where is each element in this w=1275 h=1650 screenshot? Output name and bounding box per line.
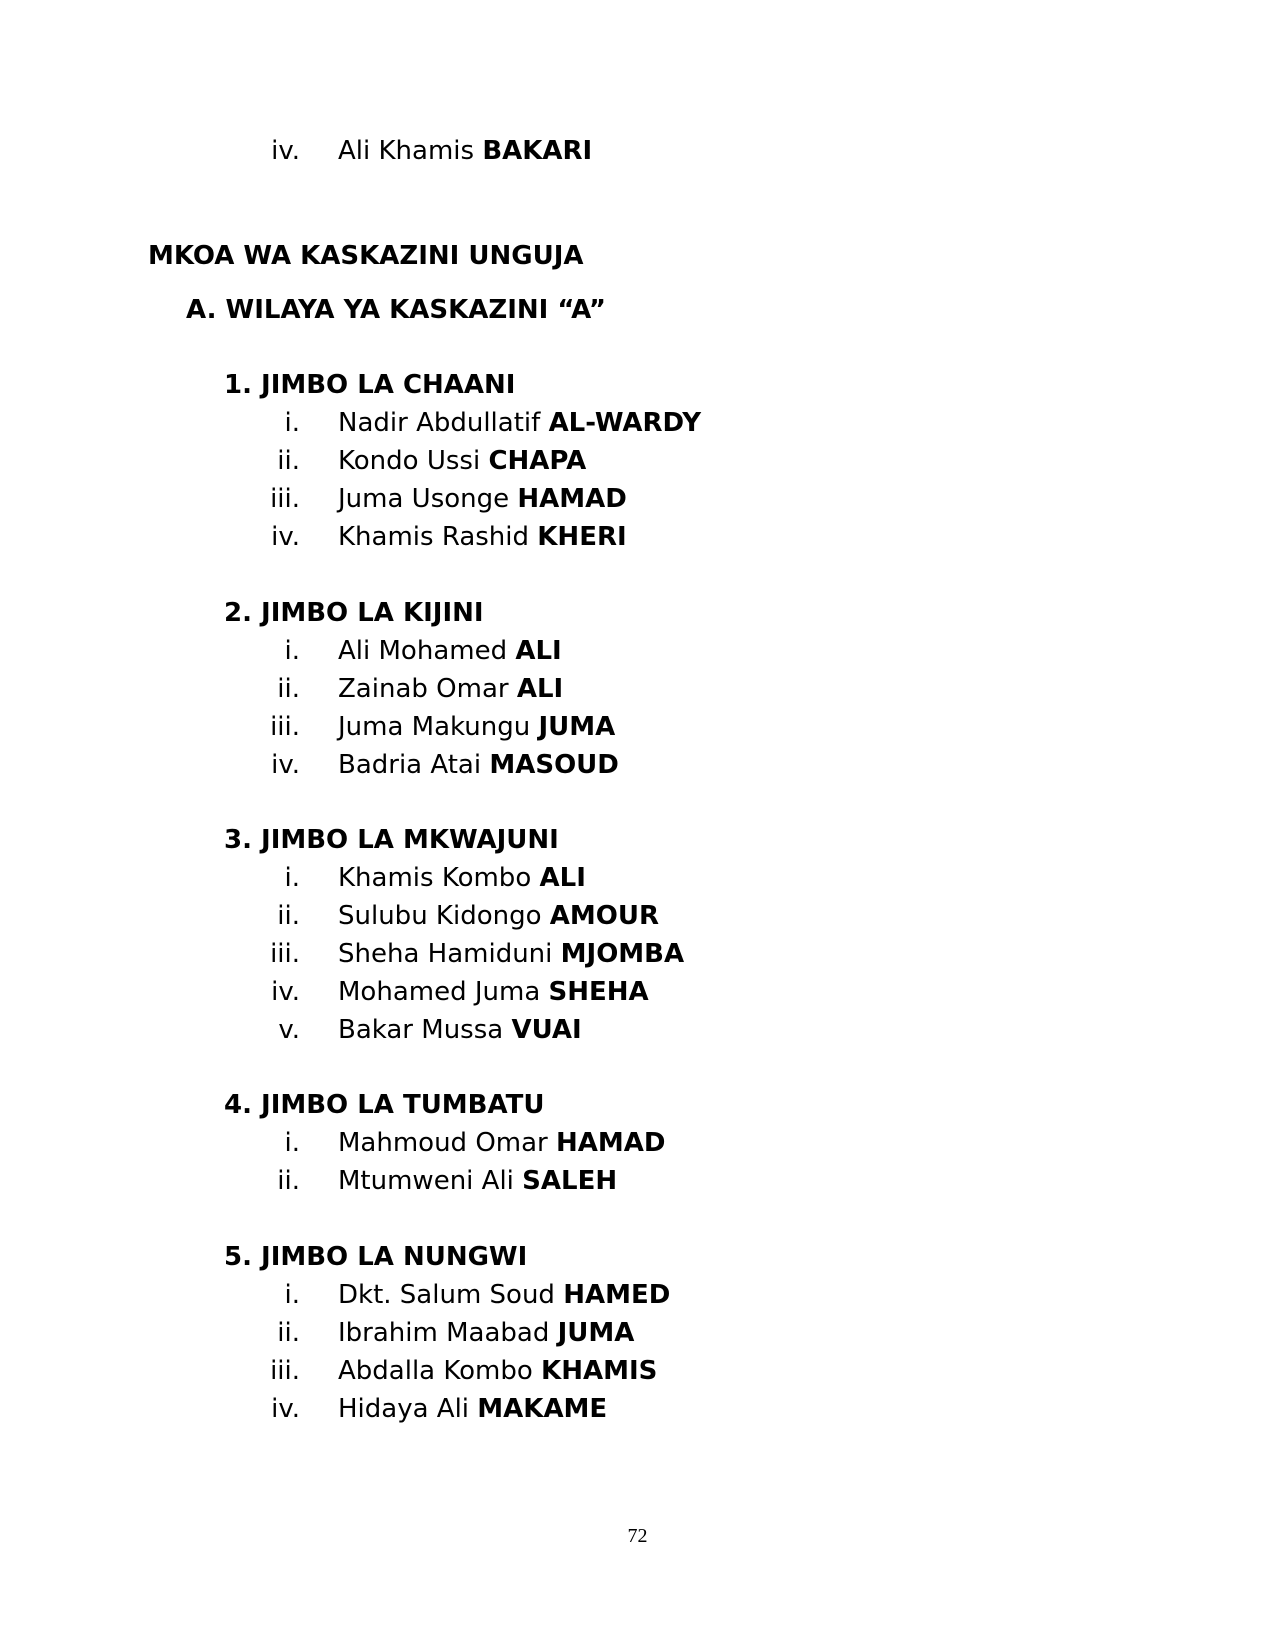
surname: ALI (515, 636, 562, 666)
constituency-title: 5. JIMBO LA NUNGWI (224, 1242, 528, 1272)
surname: ALI (539, 863, 586, 893)
member-name (338, 1315, 634, 1351)
surname: KHAMIS (541, 1356, 658, 1386)
region-title: MKOA WA KASKAZINI UNGUJA (148, 241, 584, 271)
member-name (338, 633, 562, 669)
surname: JUMA (557, 1318, 635, 1348)
member-name (338, 936, 684, 972)
item-number: ii. (277, 674, 300, 704)
surname: AMOUR (549, 901, 660, 931)
given-names: Mtumweni Ali (338, 1166, 514, 1196)
item-number: ii. (277, 1318, 300, 1348)
surname: JUMA (538, 712, 616, 742)
constituency-title: 2. JIMBO LA KIJINI (224, 598, 484, 628)
surname: AL-WARDY (548, 408, 702, 438)
member-name (338, 1125, 665, 1161)
given-names: Sheha Hamiduni (338, 939, 553, 969)
item-number: iii. (270, 1356, 300, 1386)
item-number: i. (284, 863, 300, 893)
given-names: Ali Khamis (338, 136, 475, 166)
member-name (338, 1391, 607, 1427)
surname: VUAI (511, 1015, 582, 1045)
surname: HAMED (563, 1280, 671, 1310)
surname: BAKARI (482, 136, 593, 166)
constituency-title: 4. JIMBO LA TUMBATU (224, 1090, 545, 1120)
item-number: i. (284, 1280, 300, 1310)
given-names: Badria Atai (338, 750, 482, 780)
district-title: A. WILAYA YA KASKAZINI “A” (186, 295, 606, 325)
member-name (338, 405, 701, 441)
given-names: Zainab Omar (338, 674, 509, 704)
given-names: Ali Mohamed (338, 636, 508, 666)
item-number: iii. (270, 939, 300, 969)
item-number: iii. (270, 712, 300, 742)
given-names: Sulubu Kidongo (338, 901, 542, 931)
given-names: Dkt. Salum Soud (338, 1280, 555, 1310)
surname: SHEHA (548, 977, 649, 1007)
member-name (338, 1163, 617, 1199)
member-name (338, 1277, 670, 1313)
item-number: iv. (271, 136, 300, 166)
given-names: Khamis Kombo (338, 863, 532, 893)
item-number: iv. (271, 977, 300, 1007)
surname: HAMAD (517, 484, 627, 514)
constituency-title: 1. JIMBO LA CHAANI (224, 370, 516, 400)
surname: CHAPA (488, 446, 587, 476)
given-names: Kondo Ussi (338, 446, 481, 476)
item-number: i. (284, 636, 300, 666)
item-number: ii. (277, 901, 300, 931)
page-number: 72 (627, 1525, 648, 1547)
member-name (338, 133, 592, 169)
surname: MAKAME (477, 1394, 608, 1424)
given-names: Hidaya Ali (338, 1394, 470, 1424)
surname: MASOUD (489, 750, 619, 780)
member-name (338, 709, 615, 745)
given-names: Ibrahim Maabad (338, 1318, 550, 1348)
given-names: Abdalla Kombo (338, 1356, 533, 1386)
given-names: Mahmoud Omar (338, 1128, 548, 1158)
item-number: i. (284, 408, 300, 438)
member-name (338, 1012, 582, 1048)
surname: ALI (516, 674, 564, 704)
member-name (338, 671, 563, 707)
given-names: Khamis Rashid (338, 522, 530, 552)
item-number: i. (284, 1128, 300, 1158)
item-number: ii. (277, 446, 300, 476)
given-names: Juma Usonge (338, 484, 510, 514)
member-name (338, 519, 627, 555)
item-number: iv. (271, 1394, 300, 1424)
member-name (338, 898, 659, 934)
member-name (338, 443, 586, 479)
member-name (338, 860, 586, 896)
surname: HAMAD (556, 1128, 666, 1158)
item-number: iv. (271, 750, 300, 780)
given-names: Juma Makungu (338, 712, 531, 742)
surname: KHERI (537, 522, 627, 552)
surname: SALEH (522, 1166, 618, 1196)
constituency-title: 3. JIMBO LA MKWAJUNI (224, 825, 559, 855)
given-names: Mohamed Juma (338, 977, 541, 1007)
item-number: v. (278, 1015, 300, 1045)
member-name (338, 1353, 657, 1389)
item-number: iii. (270, 484, 300, 514)
given-names: Nadir Abdullatif (338, 408, 541, 438)
member-name (338, 481, 627, 517)
member-name (338, 974, 649, 1010)
given-names: Bakar Mussa (338, 1015, 504, 1045)
surname: MJOMBA (560, 939, 685, 969)
item-number: ii. (277, 1166, 300, 1196)
item-number: iv. (271, 522, 300, 552)
member-name (338, 747, 619, 783)
